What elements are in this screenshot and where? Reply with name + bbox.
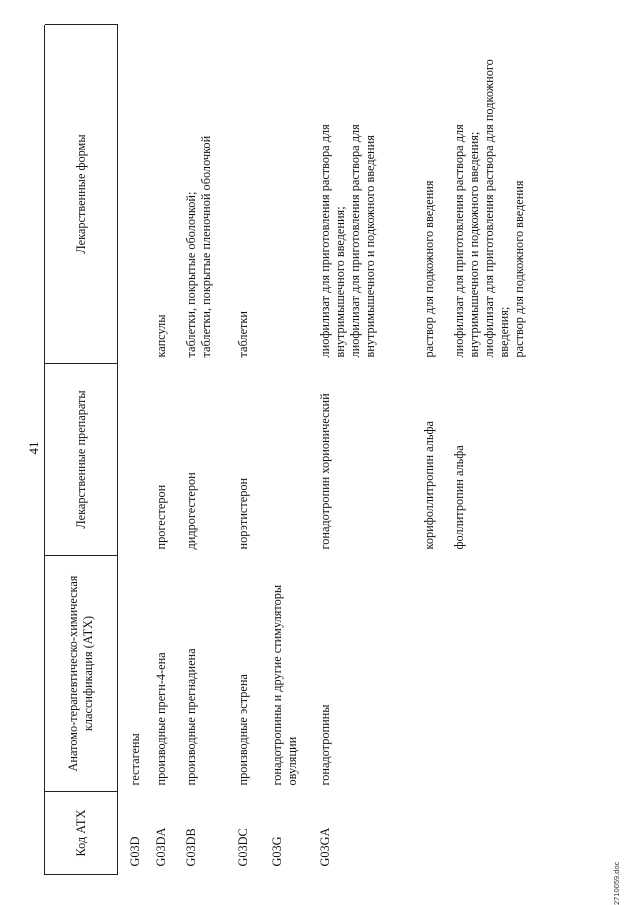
cell-code: G03D xyxy=(128,836,142,867)
cell-preparation: норэтистерон xyxy=(235,477,250,550)
cell-classification xyxy=(452,556,562,792)
form-line: раствор для подкожного введения xyxy=(421,180,436,358)
table-row xyxy=(318,25,422,875)
cell-forms xyxy=(318,25,422,364)
form-line: лиофилизат для приготовления раствора для подкожного введения; xyxy=(481,59,511,358)
table-row xyxy=(270,25,318,875)
table-header-row xyxy=(45,25,118,875)
cell-classification: производные прегн-4-ена xyxy=(153,652,168,786)
cell-classification: производные прегнадиена xyxy=(183,648,198,786)
page-number: 41 xyxy=(26,441,41,455)
cell-code: G03DA xyxy=(153,827,168,867)
header-classification: Анатомо-терапевтическо-химическая классификация (АТХ) xyxy=(45,556,118,792)
form-line: лиофилизат для приготовления раствора для внутримышечного и подкожного введения; xyxy=(451,124,481,358)
form-line: таблетки xyxy=(235,311,250,358)
cell-forms xyxy=(184,25,236,364)
form-line: таблетки, покрытые оболочкой; xyxy=(183,191,198,358)
form-line: капсулы xyxy=(153,314,168,358)
cell-code xyxy=(452,792,562,875)
cell-preparation: дидрогестерон xyxy=(183,472,198,550)
atc-table xyxy=(45,24,562,875)
cell-classification xyxy=(422,556,452,792)
cell-preparation: прогестерон xyxy=(153,484,168,550)
form-line: лиофилизат для приготовления раствора для внутримышечного введения; xyxy=(317,124,347,358)
cell-forms xyxy=(270,25,318,364)
cell-preparation: корифоллитропин альфа xyxy=(421,421,436,550)
header-preparations: Лекарственные препараты xyxy=(45,364,118,556)
table-row xyxy=(236,25,270,875)
cell-classification: гонадотропины xyxy=(317,704,332,786)
cell-classification: гонадотропины и другие стимуляторы овуляции xyxy=(269,584,299,786)
table-row xyxy=(184,25,236,875)
header-forms: Лекарственные формы xyxy=(45,25,118,364)
table-row xyxy=(422,25,452,875)
document-filename: 2710059.doc xyxy=(612,861,621,905)
cell-forms xyxy=(118,25,154,364)
cell-code: G03GA xyxy=(317,827,332,867)
cell-preparation: гонадотропин хорионический xyxy=(317,393,332,550)
cell-preparation xyxy=(270,364,318,556)
cell-classification: производные эстрена xyxy=(235,674,250,786)
form-line: лиофилизат для приготовления раствора для внутримышечного и подкожного введения xyxy=(347,124,377,358)
cell-preparation xyxy=(118,364,154,556)
cell-code: G03G xyxy=(269,836,284,867)
cell-forms xyxy=(154,25,184,364)
cell-code: G03DB xyxy=(183,828,198,867)
cell-forms xyxy=(236,25,270,364)
cell-code xyxy=(422,792,452,875)
table-row xyxy=(118,25,154,875)
cell-classification: гестагены xyxy=(128,733,142,786)
table-row xyxy=(154,25,184,875)
cell-preparation: фоллитропин альфа xyxy=(451,445,466,550)
cell-forms xyxy=(452,25,562,364)
header-code: Код АТХ xyxy=(45,792,118,875)
cell-code: G03DC xyxy=(235,828,250,867)
table-row xyxy=(452,25,562,875)
form-line: раствор для подкожного введения xyxy=(511,180,526,358)
cell-forms xyxy=(422,25,452,364)
atc-table-container xyxy=(44,25,562,875)
form-line: таблетки, покрытые пленочной оболочкой xyxy=(198,135,213,358)
